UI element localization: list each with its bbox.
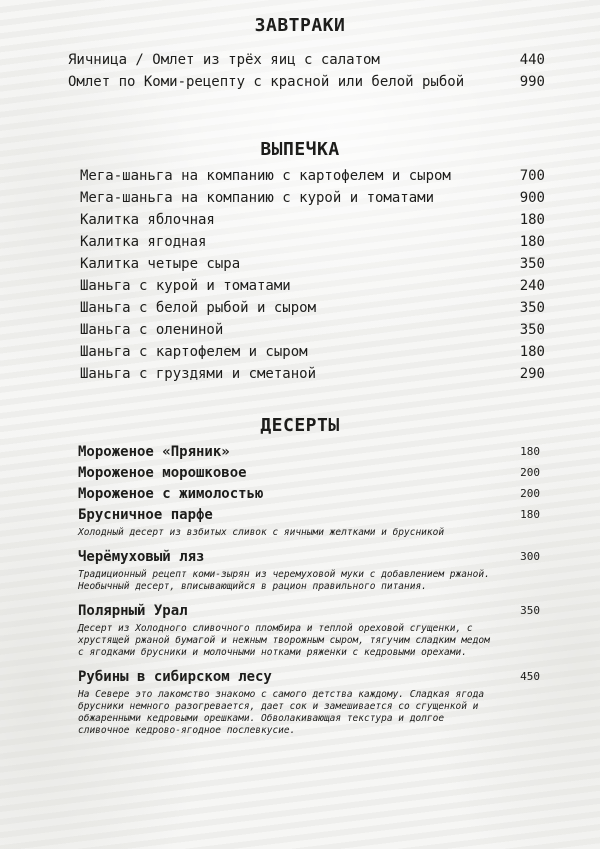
- menu-item-name: Шаньга с картофелем и сыром: [80, 344, 308, 360]
- menu-item-price: 200: [520, 466, 540, 479]
- menu-item-main: [78, 667, 520, 737]
- section-title: ЗАВТРАКИ: [254, 15, 346, 36]
- menu-item-row: [78, 601, 540, 659]
- menu-item-row: [80, 297, 545, 319]
- menu-item-main: [68, 49, 520, 71]
- menu-item-row: [80, 363, 545, 385]
- menu-item-price: 300: [520, 550, 540, 563]
- menu-item-name: Полярный Урал: [78, 603, 188, 619]
- menu-item-name: Калитка ягодная: [80, 234, 207, 250]
- menu-item-name: Брусничное парфе: [78, 507, 213, 523]
- menu-item-price: 180: [520, 445, 540, 458]
- menu-item-main: [80, 253, 520, 275]
- menu-item-main: [80, 209, 520, 231]
- menu-item-name: Мороженое морошковое: [78, 465, 247, 481]
- menu-item-price: 200: [520, 487, 540, 500]
- menu-section: [0, 415, 600, 737]
- menu-item-main: [78, 547, 520, 593]
- menu-item-row: [80, 165, 545, 187]
- menu-item-row: [78, 667, 540, 737]
- menu-item-name: Черёмуховый ляз: [78, 549, 205, 565]
- menu-item-row: [68, 49, 545, 71]
- menu-item-name: Шаньга с белой рыбой и сыром: [80, 300, 317, 316]
- menu-item-price: 350: [520, 604, 540, 617]
- menu-item-price: 180: [519, 234, 545, 250]
- menu-item-row: [78, 505, 540, 539]
- menu-item-name: Мороженое «Пряник»: [78, 444, 230, 460]
- menu-item-price: 350: [519, 322, 545, 338]
- menu-item-name: Калитка яблочная: [80, 212, 215, 228]
- menu-section: [0, 139, 600, 385]
- menu-item-main: [78, 484, 520, 505]
- menu-item-main: [80, 231, 520, 253]
- menu-item-main: [80, 319, 520, 341]
- menu-item-name: Мега-шаньга на компанию с картофелем и сыром: [80, 168, 451, 184]
- menu-item-price: 180: [519, 212, 545, 228]
- menu-item-price: 350: [519, 256, 545, 272]
- menu-item-price: 290: [519, 366, 545, 382]
- menu-item-name: Омлет по Коми-рецепту с красной или белой рыбой: [68, 74, 465, 90]
- menu-item-price: 180: [520, 508, 540, 521]
- menu-item-main: [80, 363, 520, 385]
- section-items: [0, 165, 600, 385]
- menu-item-main: [80, 341, 520, 363]
- menu-item-price: 240: [519, 278, 545, 294]
- menu-item-name: Калитка четыре сыра: [80, 256, 241, 272]
- menu-item-main: [78, 505, 520, 539]
- menu-item-row: [80, 319, 545, 341]
- menu-item-name: Мороженое с жимолостью: [78, 486, 264, 502]
- section-title: ДЕСЕРТЫ: [260, 415, 340, 436]
- menu-item-price: 990: [519, 74, 545, 90]
- menu-item-row: [80, 187, 545, 209]
- section-items: [0, 49, 600, 93]
- section-items: [0, 442, 600, 737]
- menu-item-description: Традиционный рецепт коми-зырян из черемуховой муки с добавлением ржаной. Необычный десерт, вписывающийся в рацион правильного питания.: [78, 569, 490, 592]
- menu-item-description: На Севере это лакомство знакомо с самого детства каждому. Сладкая ягода брусники немного разогревается, дает сок и замешивается со сгущенкой и обжаренными кедровыми орешками. Обволакивающая текстура и долгое сливочное кедрово-ягодное послевкусие.: [78, 689, 485, 736]
- menu-item-name: Мега-шаньга на компанию с курой и томатами: [80, 190, 435, 206]
- menu-item-name: Шаньга с груздями и сметаной: [80, 366, 317, 382]
- menu-item-row: [80, 275, 545, 297]
- menu-item-price: 350: [519, 300, 545, 316]
- menu-item-price: 700: [519, 168, 545, 184]
- menu-item-row: [68, 71, 545, 93]
- menu-item-description: Десерт из Холодного сливочного пломбира и теплой ореховой сгущенки, с хрустящей ржаной бумагой и нежным творожным сыром, тягучим сладким медом с ягодками брусники и молочными нотками ряженки с кедровыми орехами.: [78, 623, 490, 658]
- menu-item-main: [78, 442, 520, 463]
- menu-item-row: [80, 209, 545, 231]
- menu-item-main: [68, 71, 520, 93]
- menu-item-name: Яичница / Омлет из трёх яиц с салатом: [68, 52, 380, 68]
- menu-item-row: [80, 253, 545, 275]
- menu-item-row: [80, 231, 545, 253]
- menu-item-name: Рубины в сибирском лесу: [78, 669, 272, 685]
- menu-item-main: [80, 165, 520, 187]
- menu-item-main: [78, 463, 520, 484]
- menu-item-price: 440: [519, 52, 545, 68]
- menu-item-price: 180: [519, 344, 545, 360]
- menu-item-main: [80, 297, 520, 319]
- menu-item-row: [78, 442, 540, 463]
- menu-item-price: 450: [520, 670, 540, 683]
- menu-item-row: [78, 484, 540, 505]
- menu-section: [0, 15, 600, 93]
- section-title: ВЫПЕЧКА: [260, 139, 340, 160]
- menu-item-name: Шаньга с олениной: [80, 322, 224, 338]
- menu-item-name: Шаньга с курой и томатами: [80, 278, 291, 294]
- menu-sections: [0, 15, 600, 737]
- menu-item-main: [80, 187, 520, 209]
- menu-item-main: [80, 275, 520, 297]
- menu-item-row: [80, 341, 545, 363]
- menu-item-main: [78, 601, 520, 659]
- menu-item-row: [78, 547, 540, 593]
- menu-item-description: Холодный десерт из взбитых сливок с яичными желтками и брусникой: [78, 527, 445, 538]
- menu-item-price: 900: [519, 190, 545, 206]
- menu-item-row: [78, 463, 540, 484]
